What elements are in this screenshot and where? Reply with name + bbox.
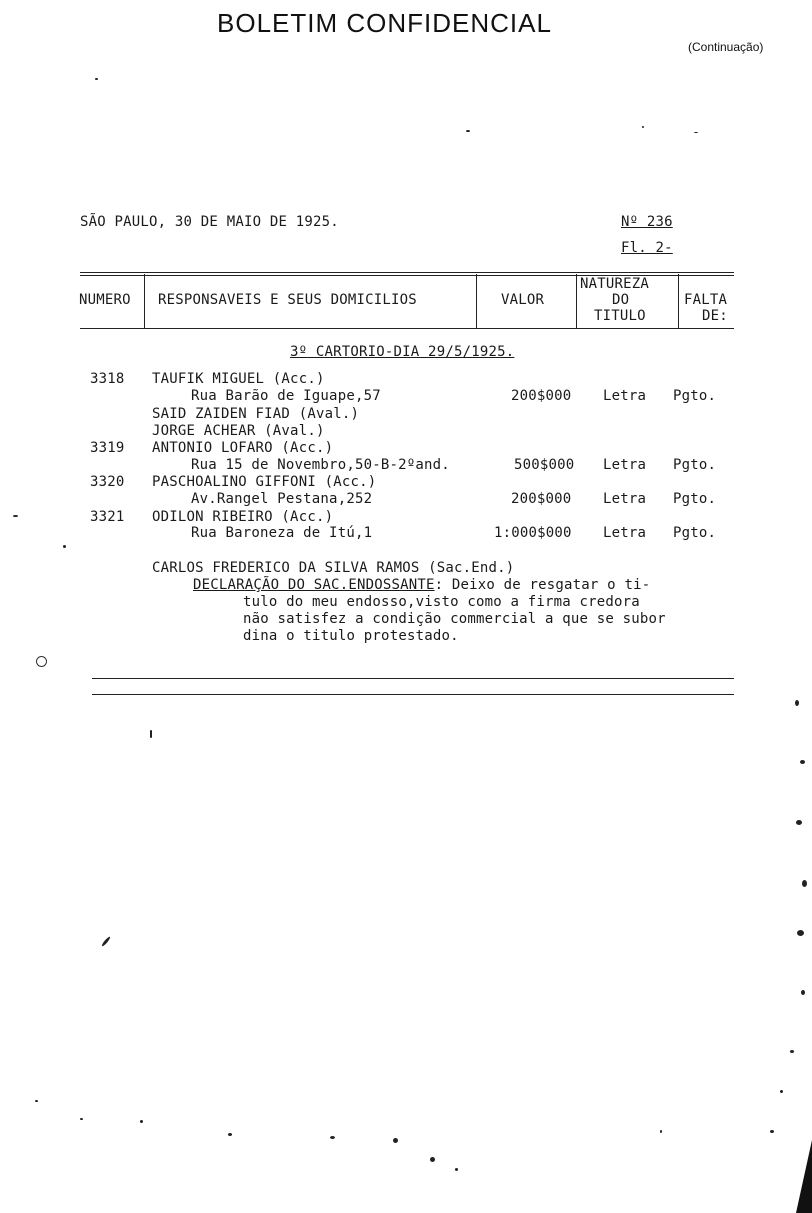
column-divider	[678, 274, 679, 328]
declaration-line: tulo do meu endosso,visto como a firma credora	[243, 594, 640, 610]
declaration-line: dina o titulo protestado.	[243, 628, 459, 644]
column-header-valor: VALOR	[501, 292, 545, 308]
entry-guarantor: JORGE ACHEAR (Aval.)	[152, 423, 325, 439]
entry-address: Rua 15 de Novembro,50-B-2ºand.	[191, 457, 450, 473]
column-header-responsaveis: RESPONSAVEIS E SEUS DOMICILIOS	[158, 292, 417, 308]
entry-nature: Letra	[603, 388, 647, 404]
table-bottom-rule	[80, 328, 734, 329]
entry-number: 3321	[90, 509, 125, 525]
entry-missing: Pgto.	[673, 457, 717, 473]
entry-address: Av.Rangel Pestana,252	[191, 491, 373, 507]
closing-rule	[92, 678, 734, 679]
entry-value: 200$000	[511, 491, 572, 507]
entry-value: 200$000	[511, 388, 572, 404]
table-top-rule	[80, 272, 734, 273]
entry-name: PASCHOALINO GIFFONI (Acc.)	[152, 474, 377, 490]
entry-number: 3319	[90, 440, 125, 456]
declaration-line	[193, 577, 650, 593]
entry-missing: Pgto.	[673, 388, 717, 404]
section-title: 3º CARTORIO-DIA 29/5/1925.	[290, 344, 515, 360]
entry-missing: Pgto.	[673, 491, 717, 507]
column-divider	[144, 274, 145, 328]
entry-address: Rua Baroneza de Itú,1	[191, 525, 373, 541]
closing-rule-2	[92, 694, 734, 695]
continuation-label: (Continuação)	[688, 40, 764, 54]
column-header-numero: NUMERO	[79, 292, 131, 308]
column-divider	[476, 274, 477, 328]
entry-name: TAUFIK MIGUEL (Acc.)	[152, 371, 325, 387]
column-header-natureza: NATUREZA	[580, 276, 650, 292]
entry-name: ODILON RIBEIRO (Acc.)	[152, 509, 334, 525]
endorser-name: CARLOS FREDERICO DA SILVA RAMOS (Sac.End.)	[152, 560, 515, 576]
column-header-de: DE:	[702, 308, 728, 324]
column-header-titulo: TITULO	[594, 308, 646, 324]
entry-address: Rua Barão de Iguape,57	[191, 388, 381, 404]
column-header-falta: FALTA	[684, 292, 728, 308]
entry-name: ANTONIO LOFARO (Acc.)	[152, 440, 334, 456]
declaration-text: : Deixo de resgatar o ti-	[434, 577, 651, 593]
date-line: SÃO PAULO, 30 DE MAIO DE 1925.	[80, 214, 339, 230]
sheet-number: Fl. 2-	[621, 240, 673, 256]
column-header-do: DO	[612, 292, 630, 308]
entry-number: 3320	[90, 474, 125, 490]
entry-nature: Letra	[603, 491, 647, 507]
declaration-line: não satisfez a condição commercial a que se subor	[243, 611, 666, 627]
entry-value: 500$000	[514, 457, 575, 473]
entry-nature: Letra	[603, 525, 647, 541]
bulletin-number: Nº 236	[621, 214, 673, 230]
entry-guarantor: SAID ZAIDEN FIAD (Aval.)	[152, 406, 360, 422]
entry-number: 3318	[90, 371, 125, 387]
column-divider	[576, 274, 577, 328]
declaration-label: DECLARAÇÃO DO SAC.ENDOSSANTE	[193, 577, 435, 593]
entry-nature: Letra	[603, 457, 647, 473]
entry-value: 1:000$000	[494, 525, 572, 541]
entry-missing: Pgto.	[673, 525, 717, 541]
bulletin-title: BOLETIM CONFIDENCIAL	[217, 8, 552, 38]
